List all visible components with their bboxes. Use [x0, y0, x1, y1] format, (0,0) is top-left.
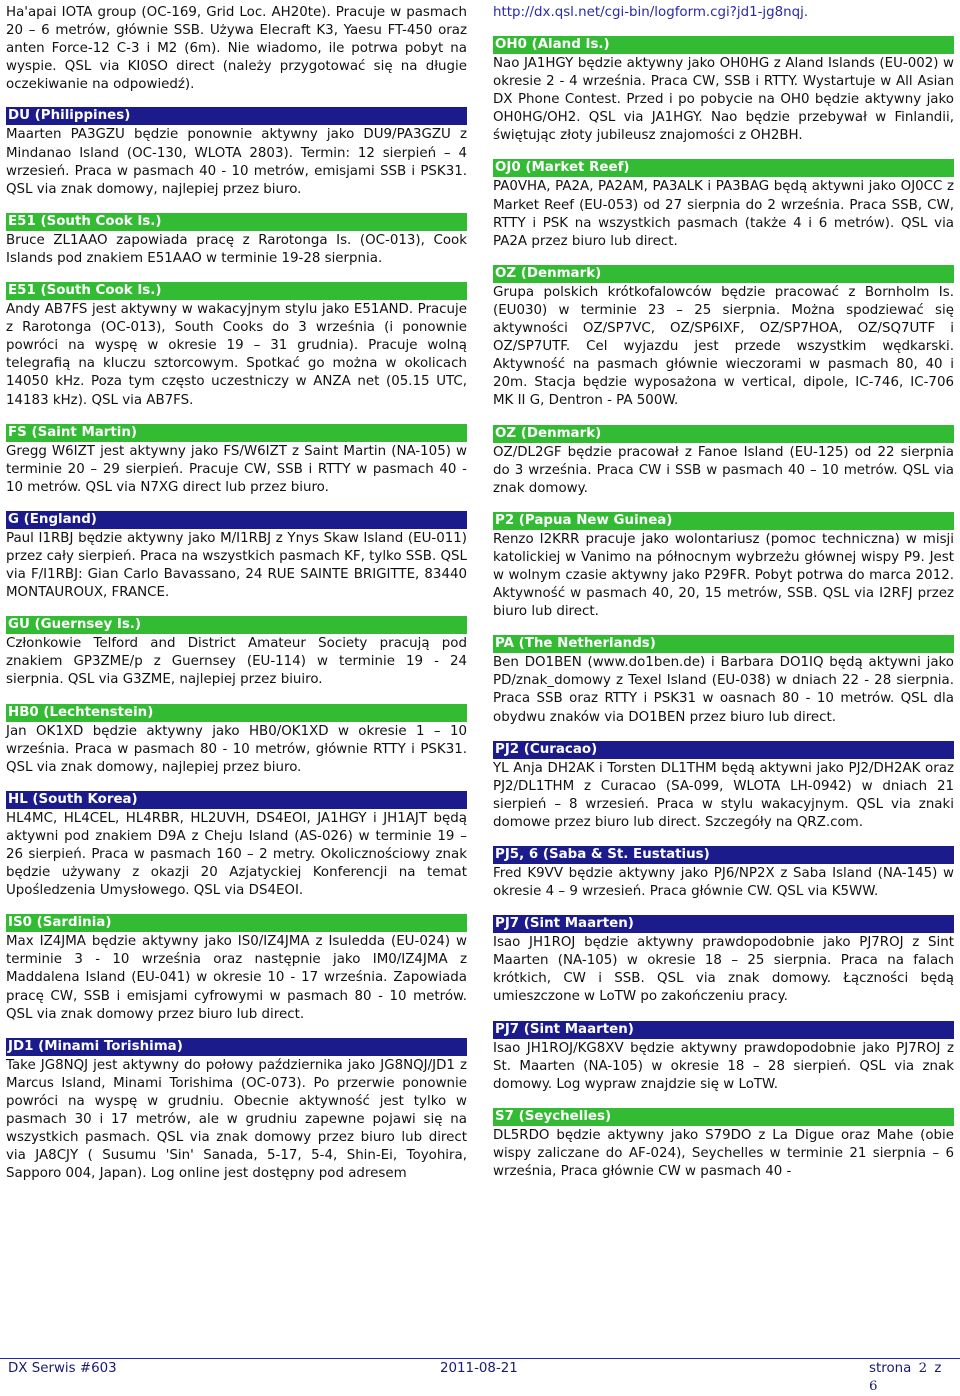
- entry-title: OZ (Denmark): [493, 425, 954, 443]
- entry-pj2: [493, 741, 954, 832]
- entry-title: HB0 (Lechtenstein): [6, 704, 467, 722]
- entry-body: PA0VHA, PA2A, PA2AM, PA3ALK i PA3BAG będą aktywni jako OJ0CC z Market Reef (EU-053) od 27 sierpnia do 2 września. Praca SSB, CW, RTTY i PSK na wszystkich pasmach (także 4 i 6 metrów). QSL via PA2A przez biuro lub direct.: [493, 179, 954, 249]
- entry-body: OZ/DL2GF będzie pracował z Fanoe Island (EU-125) od 22 sierpnia do 3 września. Praca CW i SSB w pasmach 40 – 10 metrów. QSL via znak domowy.: [493, 444, 954, 496]
- entry-e51-bruce: [6, 213, 467, 268]
- entry-title: S7 (Seychelles): [493, 1108, 954, 1126]
- entry-title: P2 (Papua New Guinea): [493, 512, 954, 530]
- entry-title: E51 (South Cook Is.): [6, 282, 467, 300]
- entry-body: Renzo I2KRR pracuje jako wolontariusz (pomoc techniczna) w misji katolickiej w Vanimo na północnym wybrzeżu głównej wispy P9. Jest w wolnym czasie aktywny jako P29FR. Pobyt potrwa do marca 2012. Aktywność w pasmach 40, 20, 15 metrów, SSB. QSL via I2RFJ przez biuro lub direct.: [493, 531, 954, 620]
- entry-title: OH0 (Aland Is.): [493, 36, 954, 54]
- entry-pj7-b: [493, 1021, 954, 1094]
- entry-oz-bornholm: [493, 265, 954, 411]
- newsletter-page: [6, 4, 954, 1352]
- intro-paragraph: Ha'apai IOTA group (OC-169, Grid Loc. AH20te). Pracuje w pasmach 20 – 6 metrów, głównie SSB. Używa Elecraft K3, Yaesu FT-450 oraz anten Force-12 C-3 i M2 (6m). Nie wiadomo, ile potrwa pobyt na wyspie. QSL via KI0SO direct (należy przygotować się na długie oczekiwanie na odpowiedź).: [6, 5, 467, 93]
- page-total: 6: [869, 1379, 878, 1394]
- entry-title: PJ7 (Sint Maarten): [493, 915, 954, 933]
- entry-title: DU (Philippines): [6, 107, 467, 125]
- entry-title: OZ (Denmark): [493, 265, 954, 283]
- entry-oh0: [493, 36, 954, 145]
- entry-hl: [6, 791, 467, 900]
- entry-body: Andy AB7FS jest aktywny w wakacyjnym stylu jako E51AND. Pracuje z Rarotonga (OC-013), South Cooks do 3 września (i ponownie powróci na wyspę w okresie 19 – 31 grudnia). Pracuje wolną telegrafią na kluczu sztorcowym. Spotkać go można w okolicach 14050 kHz. Poza tym często uczestniczy w ANZA net (05.15 UTC, 14183 kHz). QSL via AB7FS.: [6, 302, 467, 408]
- entry-body: Bruce ZL1AAO zapowiada pracę z Rarotonga Is. (OC-013), Cook Islands pod znakiem E51AAO w terminie 19-28 sierpnia.: [6, 232, 467, 266]
- entry-oj0: [493, 159, 954, 250]
- entry-pj5-6: [493, 846, 954, 901]
- entry-title: E51 (South Cook Is.): [6, 213, 467, 231]
- entry-body: YL Anja DH2AK i Torsten DL1THM będą aktywni jako PJ2/DH2AK oraz PJ2/DL1THM z Curacao (SA-099, WLOTA LH-0942) w dniach 21 sierpień – 8 wrzesień. Praca w stylu wakacyjnym. QSL via znaki domowe przez biuro lub direct. Szczegóły na QRZ.com.: [493, 760, 954, 830]
- right-column: [493, 4, 954, 1181]
- entry-g: [6, 511, 467, 602]
- entry-title: HL (South Korea): [6, 791, 467, 809]
- entry-title: GU (Guernsey Is.): [6, 616, 467, 634]
- entry-title: PJ5, 6 (Saba & St. Eustatius): [493, 846, 954, 864]
- issue-date: 2011-08-21: [440, 1361, 518, 1376]
- left-column: [6, 4, 467, 1183]
- entry-title: PJ7 (Sint Maarten): [493, 1021, 954, 1039]
- entry-body: Fred K9VV będzie aktywny jako PJ6/NP2X z Saba Island (NA-145) w okresie 4 – 9 wrzesień. Praca głównie CW. QSL via K5WW.: [493, 866, 954, 900]
- entry-pj7-a: [493, 915, 954, 1006]
- entry-e51-andy: [6, 282, 467, 410]
- entry-pa: [493, 635, 954, 726]
- entry-body: Grupa polskich krótkofalowców będzie pracować z Bornholm Is. (EU030) w terminie 23 – 25 sierpnia. Można spodziewać się aktywności OZ/SP7VC, OZ/SP6IXF, OZ/SP7HOA, OZ/SQ7UTF i OZ/SP7UTF. Cel wyjazdu jest przede wszystkim wędkarski. Aktywność na pasmach głównie wieczorami w pasmach 80, 40 i 20m. Stacja będzie wyposażona w vertical, dipole, IC-746, IC-706 MK II G, Dentron - PA 500W.: [493, 284, 954, 409]
- log-link[interactable]: http://dx.qsl.net/cgi-bin/logform.cgi?jd1-jg8nqj.: [493, 5, 809, 20]
- entry-title: OJ0 (Market Reef): [493, 159, 954, 177]
- entry-body: Nao JA1HGY będzie aktywny jako OH0HG z Aland Islands (EU-002) w okresie 2 - 4 września. Praca CW, SSB i RTTY. Wystartuje w All Asian DX Phone Contest. Przed i po pobycie na OH0 będzie aktywny jako OH0HG/OH2. QSL via JA1HGY. Nao będzie przebywał w Finlandii, świętując złoty jubileusz znajomości z OH2BH.: [493, 56, 954, 144]
- entry-p2: [493, 512, 954, 621]
- entry-is0: [6, 914, 467, 1023]
- entry-body: Członkowie Telford and District Amateur Society pracują pod znakiem GP3ZME/p z Guernsey (EU-114) w terminie 19 - 24 sierpnia. QSL via G3ZME, najlepiej przez biuiro.: [6, 636, 467, 688]
- entry-body: Isao JH1ROJ/KG8XV będzie aktywny prawdopodobnie jako PJ7ROJ z St. Maarten (NA-105) w okresie 18 – 28 sierpień. QSL via znak domowy. Log wypraw znajdzie się w LoTW.: [493, 1040, 954, 1092]
- page-footer: [0, 1358, 960, 1394]
- page-indicator: [869, 1360, 960, 1396]
- entry-body: Ben DO1BEN (www.do1ben.de) i Barbara DO1IQ będą aktywni jako PD/znak_domowy z Texel Island (EU-038) w dniach 22 - 28 sierpnia. Praca SSB oraz RTTY i PSK31 w oasnach 80 - 10 metrów. QSL dla obydwu znaków via DO1BEN przez biuro lub direct.: [493, 655, 954, 725]
- entry-du: [6, 107, 467, 198]
- entry-body: Max IZ4JMA będzie aktywny jako IS0/IZ4JMA z Isuledda (EU-024) w terminie 3 - 10 września oraz następnie jako IM0/IZ4JMA z Maddalena Island (EU-041) w okresie 10 - 17 września. Zapowiada pracę CW, SSB i emisjami cyfrowymi w pasmach 80 - 10 metrów. QSL via znak domowy przez biuro lub direct.: [6, 934, 467, 1022]
- entry-body: Paul I1RBJ będzie aktywny jako M/I1RBJ z Ynys Skaw Island (EU-011) przez cały sierpień. Praca na wszystkich pasmach KF, tylko SSB. QSL via F/I1RBJ: Gian Carlo Bavassano, 24 RUE SAINTE BRIGITTE, 83440 MONTAUROUX, FRANCE.: [6, 530, 467, 601]
- entry-gu: [6, 616, 467, 689]
- issue-label: DX Serwis #603: [8, 1361, 117, 1376]
- entry-body: Gregg W6IZT jest aktywny jako FS/W6IZT z Saint Martin (NA-105) w terminie 20 – 29 sierpień. Pracuje CW, SSB i RTTY w pasmach 40 - 10 metrów. QSL via N7XG direct lub przez biuro.: [6, 443, 467, 495]
- entry-fs: [6, 424, 467, 497]
- entry-oz-fanoe: [493, 425, 954, 498]
- entry-body: DL5RDO będzie aktywny jako S79DO z La Digue oraz Mahe (obie wispy zaliczane do AF-024), Seychelles w terminie 21 sierpnia – 6 września, Praca głównie CW w pasmach 40 -: [493, 1127, 954, 1180]
- entry-body: Jan OK1XD będzie aktywny jako HB0/OK1XD w okresie 1 – 10 września. Praca w pasmach 80 - 10 metrów, głównie RTTY i PSK31. QSL via znak domowy, najlepiej przez biuro.: [6, 723, 467, 775]
- entry-body: Isao JH1ROJ będzie aktywny prawdopodobnie jako PJ7ROJ z Sint Maarten (NA-105) w okresie 18 – 25 sierpnia. Praca na falach krótkich, CW i SSB. QSL via znak domowy. Łączności będą umieszczone w LoTW po zakończeniu pracy.: [493, 935, 954, 1005]
- entry-title: PA (The Netherlands): [493, 635, 954, 653]
- entry-title: JD1 (Minami Torishima): [6, 1038, 467, 1056]
- entry-body: Maarten PA3GZU będzie ponownie aktywny jako DU9/PA3GZU z Mindanao Island (OC-130, WLOTA 2803). Termin: 12 sierpień – 4 wrzesień. Praca w pasmach 40 - 10 metrów, emisjami SSB i PSK31. QSL via znak domowy, najlepiej przez biuro.: [6, 127, 467, 197]
- entry-s7: [493, 1108, 954, 1181]
- page-of: z: [934, 1361, 942, 1376]
- page-label: strona: [869, 1361, 912, 1376]
- entry-body: Take JG8NQJ jest aktywny do połowy października jako JG8NQJ/JD1 z Marcus Island, Minami Torishima (OC-073). Po przerwie ponownie powróci na wyspę w grudniu. Obecnie aktywność jest tylko w pasmach 30 i 17 metrów, ale w grudniu zapewne pojawi się na wszystkich pasmach. QSL via znak domowy przez biuro lub direct via JA8CJY ( Susumu 'Sin' Sanada, 5-17, 5-4, Shin-Ei, Toyohira, Sapporo 004, Japan). Log online jest dostępny pod adresem: [6, 1057, 467, 1182]
- entry-title: IS0 (Sardinia): [6, 914, 467, 932]
- entry-hb0: [6, 704, 467, 777]
- entry-title: G (England): [6, 511, 467, 529]
- entry-body: HL4MC, HL4CEL, HL4RBR, HL2UVH, DS4EOI, JA1HGY i JH1AJT będą aktywni pod znakiem D9A z Cheju Island (AS-026) w terminie 19 – 26 sierpień. Praca w pasmach 160 – 2 metry. Okolicznościowy znak będzie używany z okazji 20 Azjatyckiej Konferencji na temat Upośledzenia Umysłowego. QSL via DS4EOI.: [6, 810, 467, 899]
- entry-title: PJ2 (Curacao): [493, 741, 954, 759]
- page-number: 2: [918, 1361, 928, 1376]
- entry-jd1: [6, 1038, 467, 1184]
- entry-title: FS (Saint Martin): [6, 424, 467, 442]
